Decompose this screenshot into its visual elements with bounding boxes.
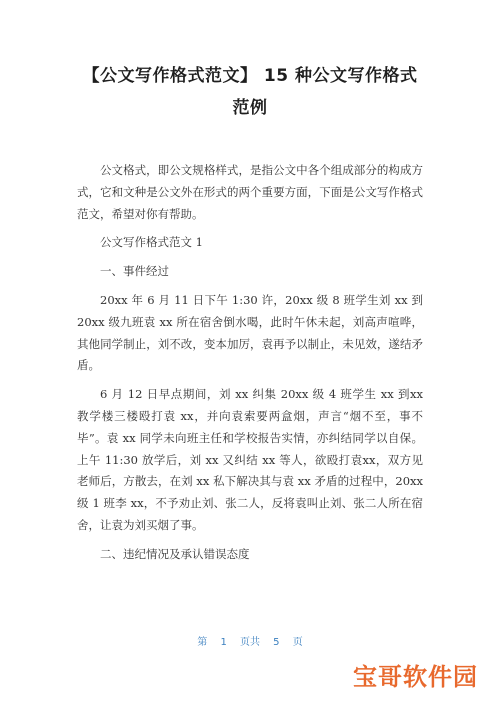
document-title [40,60,460,124]
body-paragraph: 20xx 年 6 月 11 日下午 1:30 许，20xx 级 8 班学生刘 xx 到 20xx 级九班袁 xx 所在宿舍倒水喝，此时午休未起，刘高声喧哗，其他同学制止，刘不改，变本加厉，袁再予以制止，未见效，遂结矛盾。 [77,292,423,373]
section-heading: 一、事件经过 [100,264,169,279]
watermark [345,655,486,693]
title-line-2: 范例 [232,98,268,118]
section-heading: 公文写作格式范文 1 [100,235,203,250]
section-heading: 二、违纪情况及承认错误态度 [100,546,250,561]
page-footer: 第 1 页共 5 页 [197,637,303,648]
document-body [77,160,423,566]
title-line-1: 【公文写作格式范文】 15 种公文写作格式 [82,66,418,86]
watermark-text: 宝哥软件园 [353,662,478,691]
body-paragraph: 6 月 12 日早点期间，刘 xx 纠集 20xx 级 4 班学生 xx 到xx 教学楼三楼殴打袁 xx，并向袁索要两盒烟，声言“烟不至，事不毕”。袁 xx 同学未向班主任和学校报告实情，亦纠结同学以自保。上午 11:30 放学后，刘 xx 又纠结 xx 等人，欲殴打袁xx，双方见老师后，方散去，在刘 xx 私下解决其与袁 xx 矛盾的过程中，20xx 级 1 班李 xx，不予劝止刘、张二人，反将袁叫止刘、张二人所在宿舍，让袁为刘买烟了事。 [77,387,423,532]
body-paragraph: 公文格式，即公文规格样式，是指公文中各个组成部分的构成方式，它和文种是公文外在形式的两个重要方面，下面是公文写作格式范文，希望对你有帮助。 [77,163,423,221]
